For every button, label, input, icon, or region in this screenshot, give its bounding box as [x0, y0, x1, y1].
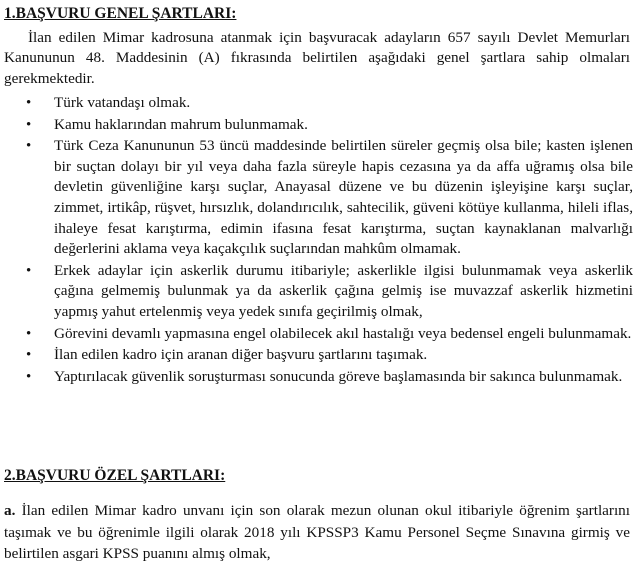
list-item — [0, 367, 633, 388]
list-item — [0, 324, 633, 345]
bullet-icon: • — [26, 95, 32, 111]
bullet-icon: • — [26, 262, 32, 279]
list-item-text: Türk vatandaşı olmak. — [54, 94, 191, 111]
bullet-icon: • — [26, 138, 32, 155]
bullet-icon: • — [26, 325, 32, 342]
list-item-text: Görevini devamlı yapmasına engel olabilecek akıl hastalığı veya bedensel engeli bulunmamak. — [54, 324, 632, 342]
list-item-text: Erkek adaylar için askerlik durumu itibariyle; askerlikle ilgisi bulunmamak veya askerlik çağına gelmemiş bulunmak ya da askerlik çağına gelmiş ise muvazzaf askerlik hizmetini yapmış yahut ertelenmiş veya yedek sınıfa geçirilmiş olmak, — [54, 261, 633, 320]
list-item-text: Yaptırılacak güvenlik soruşturması sonucunda göreve başlamasında bir sakınca bulunmamak. — [54, 367, 623, 385]
list-item — [0, 93, 633, 114]
section1-heading: 1.BAŞVURU GENEL ŞARTLARI: — [4, 5, 237, 22]
bullet-icon: • — [26, 368, 32, 385]
list-item — [0, 115, 633, 136]
item-text: İlan edilen Mimar kadro unvanı için son olarak mezun olunan okul itibariyle öğrenim şartlarını taşımak ve bu öğrenimle ilgili olarak 2018 yılı KPSSP3 Kamu Personel Seçme Sınavına girmiş ve belirtilen asgari KPSS puanını almış olmak, — [4, 502, 630, 562]
item-label: a. — [4, 502, 16, 519]
list-item — [0, 136, 633, 260]
list-item-text: İlan edilen kadro için aranan diğer başvuru şartlarını taşımak. — [54, 346, 428, 364]
list-item-text: Türk Ceza Kanununun 53 üncü maddesinde belirtilen süreler geçmiş olsa bile; kasten işlenen bir suçtan dolayı bir yıl veya daha fazla süreyle hapis cezasına ya da affa uğramış olsa bile devletin güvenliğine karşı suçlar, Anayasal düzene ve bu düzenin işleyişine karşı suçlar, zimmet, irtikâp, rüşvet, hırsızlık, dolandırıcılık, sahtecilik, güveni kötüye kullanma, hileli iflas, ihaleye fesat karıştırma, edimin ifasına fesat karıştırma, suçtan kaynaklanan malvarlığı değerlerini aklama veya kaçakçılık suçlarından mahkûm olmamak. — [54, 137, 633, 258]
bullet-icon: • — [26, 116, 32, 133]
bullet-icon: • — [26, 347, 32, 364]
list-item — [0, 345, 633, 366]
list-item-text: Kamu haklarından mahrum bulunmamak. — [54, 115, 308, 133]
special-requirement-a — [4, 500, 630, 565]
list-item — [0, 261, 633, 323]
section1-intro: İlan edilen Mimar kadrosuna atanmak için başvuracak adayların 657 sayılı Devlet Memurları Kanununun 48. Maddesinin (A) fıkrasında belirtilen aşağıdaki genel şartlara sahip olmaları gerekmektedir. — [4, 29, 630, 87]
section2-heading: 2.BAŞVURU ÖZEL ŞARTLARI: — [4, 467, 226, 484]
general-requirements-list — [0, 93, 633, 388]
